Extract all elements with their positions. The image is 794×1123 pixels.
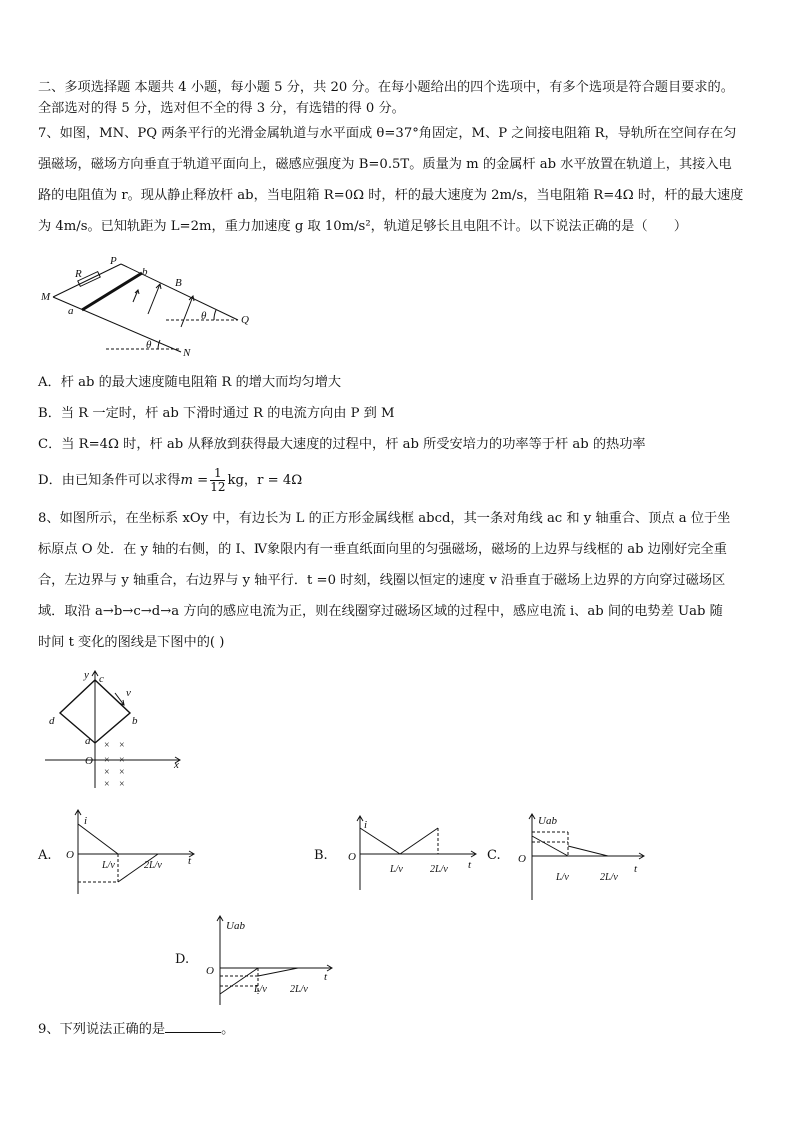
label-v: v bbox=[126, 687, 131, 699]
q7-option-c: C．当 R=4Ω 时，杆 ab 从释放到获得最大速度的过程中，杆 ab 所受安培力的功率等于杆 ab 的热功率 bbox=[38, 437, 646, 452]
section-header-line1: 二、多项选择题 本题共 4 小题，每小题 5 分，共 20 分。在每小题给出的四个选项中，有多个选项是符合题目要求的。 bbox=[38, 80, 734, 95]
q8-graph-d bbox=[200, 912, 340, 1007]
svg-text:×: × bbox=[104, 755, 110, 766]
label-N: N bbox=[183, 347, 191, 359]
label-O: O bbox=[518, 853, 526, 865]
label-i: i bbox=[364, 819, 368, 831]
label-B: B bbox=[175, 277, 182, 289]
label-L-over-v: L/v bbox=[556, 872, 569, 883]
q9-line bbox=[38, 1020, 234, 1039]
label-2L-over-v: 2L/v bbox=[290, 984, 308, 995]
label-theta-2: θ bbox=[146, 339, 152, 351]
label-O: O bbox=[66, 849, 74, 861]
label-O: O bbox=[85, 755, 93, 767]
label-t: t bbox=[468, 859, 472, 871]
q8-option-c-label: C. bbox=[487, 848, 501, 863]
q8-line4: 域．取沿 a→b→c→d→a 方向的感应电流为正，则在线圈穿过磁场区域的过程中，感应电流 i、ab 间的电势差 Uab 随 bbox=[38, 604, 723, 619]
frac-numerator: 1 bbox=[210, 467, 225, 481]
q9-text: 9、下列说法正确的是 bbox=[38, 1022, 166, 1037]
label-L-over-v: L/v bbox=[254, 984, 267, 995]
label-P: P bbox=[110, 255, 117, 267]
label-theta-1: θ bbox=[201, 310, 207, 322]
svg-text:×: × bbox=[119, 740, 125, 751]
svg-text:×: × bbox=[104, 740, 110, 751]
label-L-over-v: L/v bbox=[390, 864, 403, 875]
label-y: y bbox=[84, 669, 89, 681]
q8-line1: 8、如图所示，在坐标系 xOy 中，有边长为 L 的正方形金属线框 abcd，其一条对角线 ac 和 y 轴重合、顶点 a 位于坐 bbox=[38, 511, 731, 526]
label-2L-over-v: 2L/v bbox=[144, 860, 162, 871]
q7-line3: 路的电阻值为 r。现从静止释放杆 ab，当电阻箱 R=0Ω 时，杆的最大速度为 2m/s，当电阻箱 R=4Ω 时，杆的最大速度 bbox=[38, 188, 744, 203]
q8-graph-c bbox=[512, 810, 647, 902]
label-2L-over-v: 2L/v bbox=[600, 872, 618, 883]
label-M: M bbox=[41, 291, 51, 303]
q8-line5: 时间 t 变化的图线是下图中的( ) bbox=[38, 635, 225, 650]
q8-line2: 标原点 O 处．在 y 轴的右侧，的 I、Ⅳ象限内有一垂直纸面向里的匀强磁场，磁场的上边界与线框的 ab 边刚好完全重 bbox=[38, 542, 727, 557]
label-b: b bbox=[132, 715, 138, 727]
frac-denominator: 12 bbox=[210, 480, 226, 494]
label-Uab: Uab bbox=[226, 920, 245, 932]
q7-option-d-suffix: kg，r = 4Ω bbox=[227, 473, 303, 488]
q7-option-d-prefix: D．由已知条件可以求得 bbox=[38, 473, 181, 488]
svg-text:×: × bbox=[119, 779, 125, 790]
q7-option-b: B．当 R 一定时，杆 ab 下滑时通过 R 的电流方向由 P 到 M bbox=[38, 406, 395, 421]
svg-text:×: × bbox=[119, 767, 125, 778]
q9-end: 。 bbox=[221, 1022, 235, 1037]
label-c: c bbox=[99, 673, 104, 685]
label-O: O bbox=[206, 965, 214, 977]
q7-line1: 7、如图，MN、PQ 两条平行的光滑金属轨道与水平面成 θ=37°角固定，M、P 之间接电阻箱 R，导轨所在空间存在匀 bbox=[38, 126, 737, 141]
label-x: x bbox=[174, 759, 179, 771]
section-header-line2: 全部选对的得 5 分，选对但不全的得 3 分，有选错的得 0 分。 bbox=[38, 101, 405, 116]
label-d: d bbox=[49, 715, 55, 727]
q7-option-d-m: m = bbox=[180, 473, 209, 488]
label-R: R bbox=[75, 268, 82, 280]
label-t: t bbox=[324, 971, 328, 983]
svg-text:×: × bbox=[104, 767, 110, 778]
q8-option-d-label: D. bbox=[175, 952, 190, 967]
q9-answer-blank bbox=[165, 1020, 221, 1033]
q8-frame-figure bbox=[40, 668, 190, 793]
q8-option-b-label: B. bbox=[314, 848, 328, 863]
q7-option-a: A．杆 ab 的最大速度随电阻箱 R 的增大而均匀增大 bbox=[38, 375, 342, 390]
label-Uab: Uab bbox=[538, 815, 557, 827]
q7-option-d bbox=[38, 466, 302, 496]
q7-line4: 为 4m/s。已知轨距为 L=2m，重力加速度 g 取 10m/s²，轨道足够长且电阻不计。以下说法正确的是（ ） bbox=[38, 219, 688, 234]
label-t: t bbox=[188, 855, 192, 867]
svg-text:×: × bbox=[104, 779, 110, 790]
q8-line3: 合，左边界与 y 轴重合，右边界与 y 轴平行．t =0 时刻，线圈以恒定的速度 v 沿垂直于磁场上边界的方向穿过磁场区 bbox=[38, 573, 726, 588]
q7-line2: 强磁场，磁场方向垂直于轨道平面向上，磁感应强度为 B=0.5T。质量为 m 的金属杆 ab 水平放置在轨道上，其接入电 bbox=[38, 157, 732, 172]
label-a: a bbox=[68, 305, 74, 317]
q8-graph-a bbox=[64, 806, 199, 898]
label-a: a bbox=[85, 735, 91, 747]
label-i: i bbox=[84, 815, 88, 827]
fraction-1-12 bbox=[210, 467, 225, 494]
q7-rail-figure bbox=[36, 252, 266, 362]
label-2L-over-v: 2L/v bbox=[430, 864, 448, 875]
label-b: b bbox=[142, 266, 148, 278]
label-O: O bbox=[348, 851, 356, 863]
label-t: t bbox=[634, 863, 638, 875]
q8-graph-b bbox=[338, 812, 478, 892]
label-Q: Q bbox=[241, 314, 249, 326]
q8-option-a-label: A. bbox=[38, 848, 52, 863]
label-L-over-v: L/v bbox=[102, 860, 115, 871]
svg-text:×: × bbox=[119, 755, 125, 766]
